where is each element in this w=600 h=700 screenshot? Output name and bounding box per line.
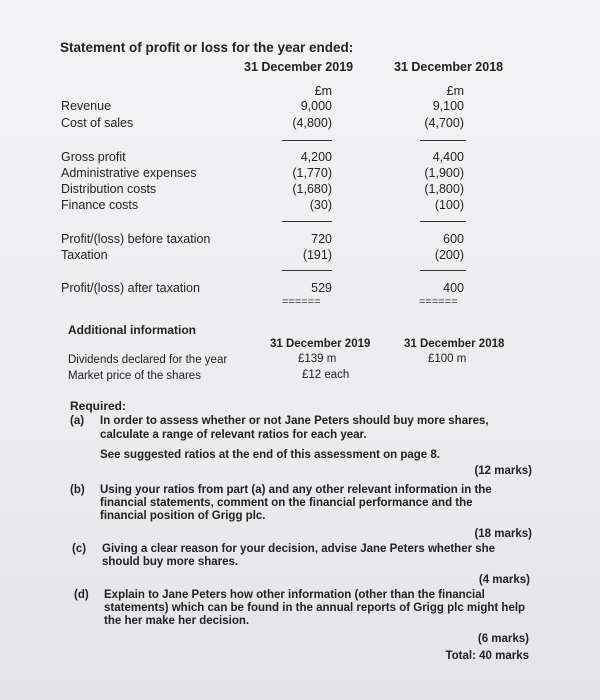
column-header-2018: 31 December 2018 [394, 60, 504, 74]
question-d-marker: (d) [74, 589, 89, 601]
value-gross-profit-2019: 4,200 [300, 150, 332, 164]
question-d-line-2: statements) which can be found in the annual reports of Grigg plc might help [104, 602, 526, 614]
row-label-profit-before-tax: Profit/(loss) before taxation [61, 232, 211, 246]
value-revenue-2019: 9,000 [300, 99, 332, 113]
question-d-line-3: the her make her decision. [104, 615, 250, 627]
row-label-cost-of-sales: Cost of sales [61, 116, 134, 130]
row-label-finance-costs: Finance costs [61, 198, 139, 212]
value-taxation-2019: (191) [302, 248, 332, 262]
row-label-revenue: Revenue [61, 99, 112, 113]
question-a-marker: (a) [70, 415, 85, 427]
value-distribution-costs-2019: (1,680) [292, 182, 332, 196]
subtotal-rule-2019 [282, 221, 332, 222]
question-d-line-1: Explain to Jane Peters how other information (other than the financial [104, 589, 485, 601]
question-b-line-2: financial statements, comment on the financial performance and the [100, 497, 473, 509]
row-label-taxation: Taxation [61, 248, 108, 262]
value-profit-after-tax-2018: 400 [443, 281, 464, 295]
row-label-gross-profit: Gross profit [61, 150, 126, 164]
value-dividends-2018: £100 m [428, 353, 467, 365]
value-profit-before-tax-2019: 720 [311, 232, 332, 246]
question-a-line-1: In order to assess whether or not Jane Peters should buy more shares, [100, 415, 489, 427]
value-finance-costs-2019: (30) [309, 198, 332, 212]
value-profit-before-tax-2018: 600 [443, 232, 464, 246]
double-underline-2018: ====== [419, 296, 458, 308]
question-b-line-1: Using your ratios from part (a) and any other relevant information in the [100, 484, 492, 496]
question-b-marker: (b) [70, 484, 85, 496]
subtotal-rule-2018 [420, 221, 466, 222]
double-underline-2019: ====== [282, 296, 321, 308]
statement-title: Statement of profit or loss for the year ended: [60, 40, 354, 55]
value-dividends-2019: £139 m [298, 353, 337, 365]
label-market-price: Market price of the shares [68, 370, 201, 382]
question-a-line-3: See suggested ratios at the end of this assessment on page 8. [100, 449, 440, 461]
value-gross-profit-2018: 4,400 [432, 150, 464, 164]
question-d-marks: (6 marks) [477, 633, 529, 645]
additional-info-heading: Additional information [68, 323, 196, 337]
value-finance-costs-2018: (100) [434, 198, 464, 212]
column-header-2019: 31 December 2019 [244, 60, 354, 74]
value-revenue-2018: 9,100 [432, 99, 464, 113]
unit-2019: £m [314, 84, 332, 98]
question-c-marker: (c) [72, 543, 87, 555]
value-cost-of-sales-2018: (4,700) [424, 116, 464, 130]
value-distribution-costs-2018: (1,800) [424, 182, 464, 196]
question-a-marks: (12 marks) [474, 465, 532, 477]
row-label-admin-expenses: Administrative expenses [61, 166, 197, 180]
question-b-line-3: financial position of Grigg plc. [100, 510, 266, 522]
value-taxation-2018: (200) [434, 248, 464, 262]
additional-header-2019: 31 December 2019 [270, 338, 371, 350]
value-profit-after-tax-2019: 529 [311, 281, 332, 295]
subtotal-rule-2018 [420, 270, 466, 271]
subtotal-rule-2019 [282, 140, 332, 141]
label-dividends: Dividends declared for the year [68, 354, 228, 366]
question-a-line-2: calculate a range of relevant ratios for each year. [100, 429, 367, 441]
subtotal-rule-2019 [282, 270, 332, 271]
question-c-line-1: Giving a clear reason for your decision, advise Jane Peters whether she [102, 543, 496, 555]
value-admin-expenses-2019: (1,770) [292, 166, 332, 180]
value-market-price-2019: £12 each [302, 369, 350, 381]
subtotal-rule-2018 [420, 140, 466, 141]
question-c-marks: (4 marks) [478, 574, 530, 586]
required-heading: Required: [70, 399, 127, 413]
value-cost-of-sales-2019: (4,800) [292, 116, 332, 130]
value-admin-expenses-2018: (1,900) [424, 166, 464, 180]
unit-2018: £m [446, 84, 464, 98]
question-c-line-2: should buy more shares. [102, 556, 239, 568]
total-marks: Total: 40 marks [445, 650, 529, 662]
row-label-distribution-costs: Distribution costs [61, 182, 157, 196]
additional-header-2018: 31 December 2018 [404, 338, 505, 350]
question-b-marks: (18 marks) [474, 528, 532, 540]
row-label-profit-after-tax: Profit/(loss) after taxation [61, 281, 200, 295]
